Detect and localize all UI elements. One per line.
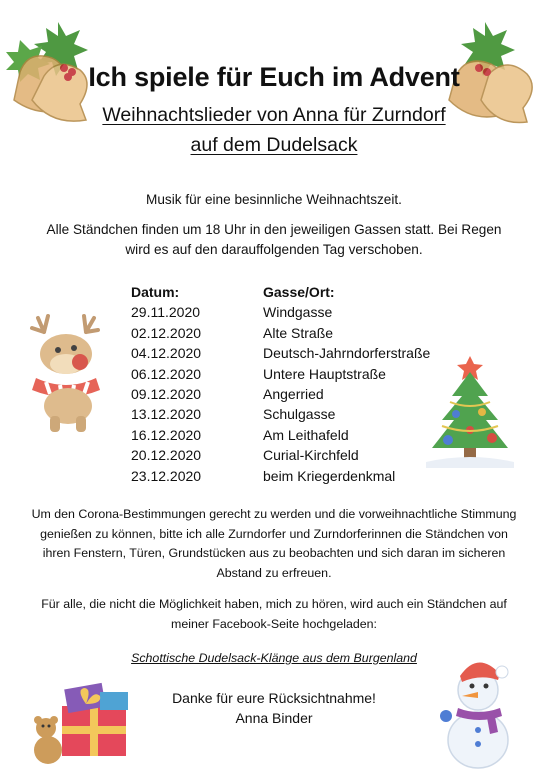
schedule-place: beim Kriegerdenkmal <box>263 467 396 484</box>
schedule-row <box>131 466 430 486</box>
schedule-date: 04.12.2020 <box>131 345 202 362</box>
schedule-row <box>131 384 430 404</box>
schedule-header-place: Gasse/Ort: <box>263 284 335 300</box>
schedule-date: 09.12.2020 <box>131 386 202 403</box>
schedule-row <box>131 425 430 445</box>
reindeer-icon <box>22 312 114 436</box>
schedule-date: 16.12.2020 <box>131 426 202 443</box>
schedule-place: Schulgasse <box>263 406 336 423</box>
schedule-row <box>131 445 430 465</box>
page-title: Ich spiele für Euch im Advent <box>88 62 460 92</box>
schedule-date: 02.12.2020 <box>131 324 202 341</box>
closing-signature: Anna Binder <box>235 710 313 726</box>
snowman-icon <box>432 650 522 772</box>
schedule-row <box>131 302 430 322</box>
schedule-row <box>131 364 430 384</box>
intro-line-2: Alle Ständchen finden um 18 Uhr in den jeweiligen Gassen statt. Bei Regen wird es auf den darauffolgenden Tag verschoben. <box>46 222 502 257</box>
schedule-date: 06.12.2020 <box>131 365 202 382</box>
closing-thanks: Danke für eure Rücksichtnahme! <box>172 690 376 706</box>
subtitle-line-2: auf dem Dudelsack <box>190 134 358 156</box>
schedule-place: Windgasse <box>263 304 333 321</box>
schedule-date: 29.11.2020 <box>131 304 201 321</box>
schedule-date: 23.12.2020 <box>131 467 202 484</box>
schedule-place: Am Leithafeld <box>263 426 349 443</box>
corona-paragraph: Um den Corona-Bestimmungen gerecht zu werden und die vorweihnachtliche Stimmung genießen zu können, bitte ich alle Zurndorfer und Zurndorferinnen die Ständchen von ihren Fenstern, Türen, Grundstücken aus zu beobachten und sich daran im sicheren Abstand zu erfreuen. <box>31 507 517 580</box>
subtitle-line-1: Weihnachtslieder von Anna für Zurndorf <box>102 104 446 126</box>
schedule-header-date: Datum: <box>131 284 180 300</box>
christmas-tree-icon <box>420 354 520 470</box>
schedule-date: 13.12.2020 <box>131 406 202 423</box>
schedule-table <box>131 282 430 486</box>
schedule-place: Alte Straße <box>263 324 334 341</box>
schedule-place: Angerried <box>263 386 324 403</box>
schedule-place: Deutsch-Jahrndorferstraße <box>263 345 431 362</box>
schedule-row <box>131 323 430 343</box>
schedule-place: Untere Hauptstraße <box>263 365 386 382</box>
schedule-row <box>131 343 430 363</box>
facebook-paragraph: Für alle, die nicht die Möglichkeit haben, mich zu hören, wird auch ein Ständchen auf meiner Facebook-Seite hochgeladen: <box>41 597 507 631</box>
schedule-row <box>131 404 430 424</box>
schedule-place: Curial-Kirchfeld <box>263 447 359 464</box>
facebook-page-link[interactable]: Schottische Dudelsack-Klänge aus dem Burgenland <box>131 651 417 665</box>
intro-line-1: Musik für eine besinnliche Weihnachtszeit. <box>146 192 402 207</box>
schedule-header <box>131 282 430 302</box>
schedule-date: 20.12.2020 <box>131 447 202 464</box>
